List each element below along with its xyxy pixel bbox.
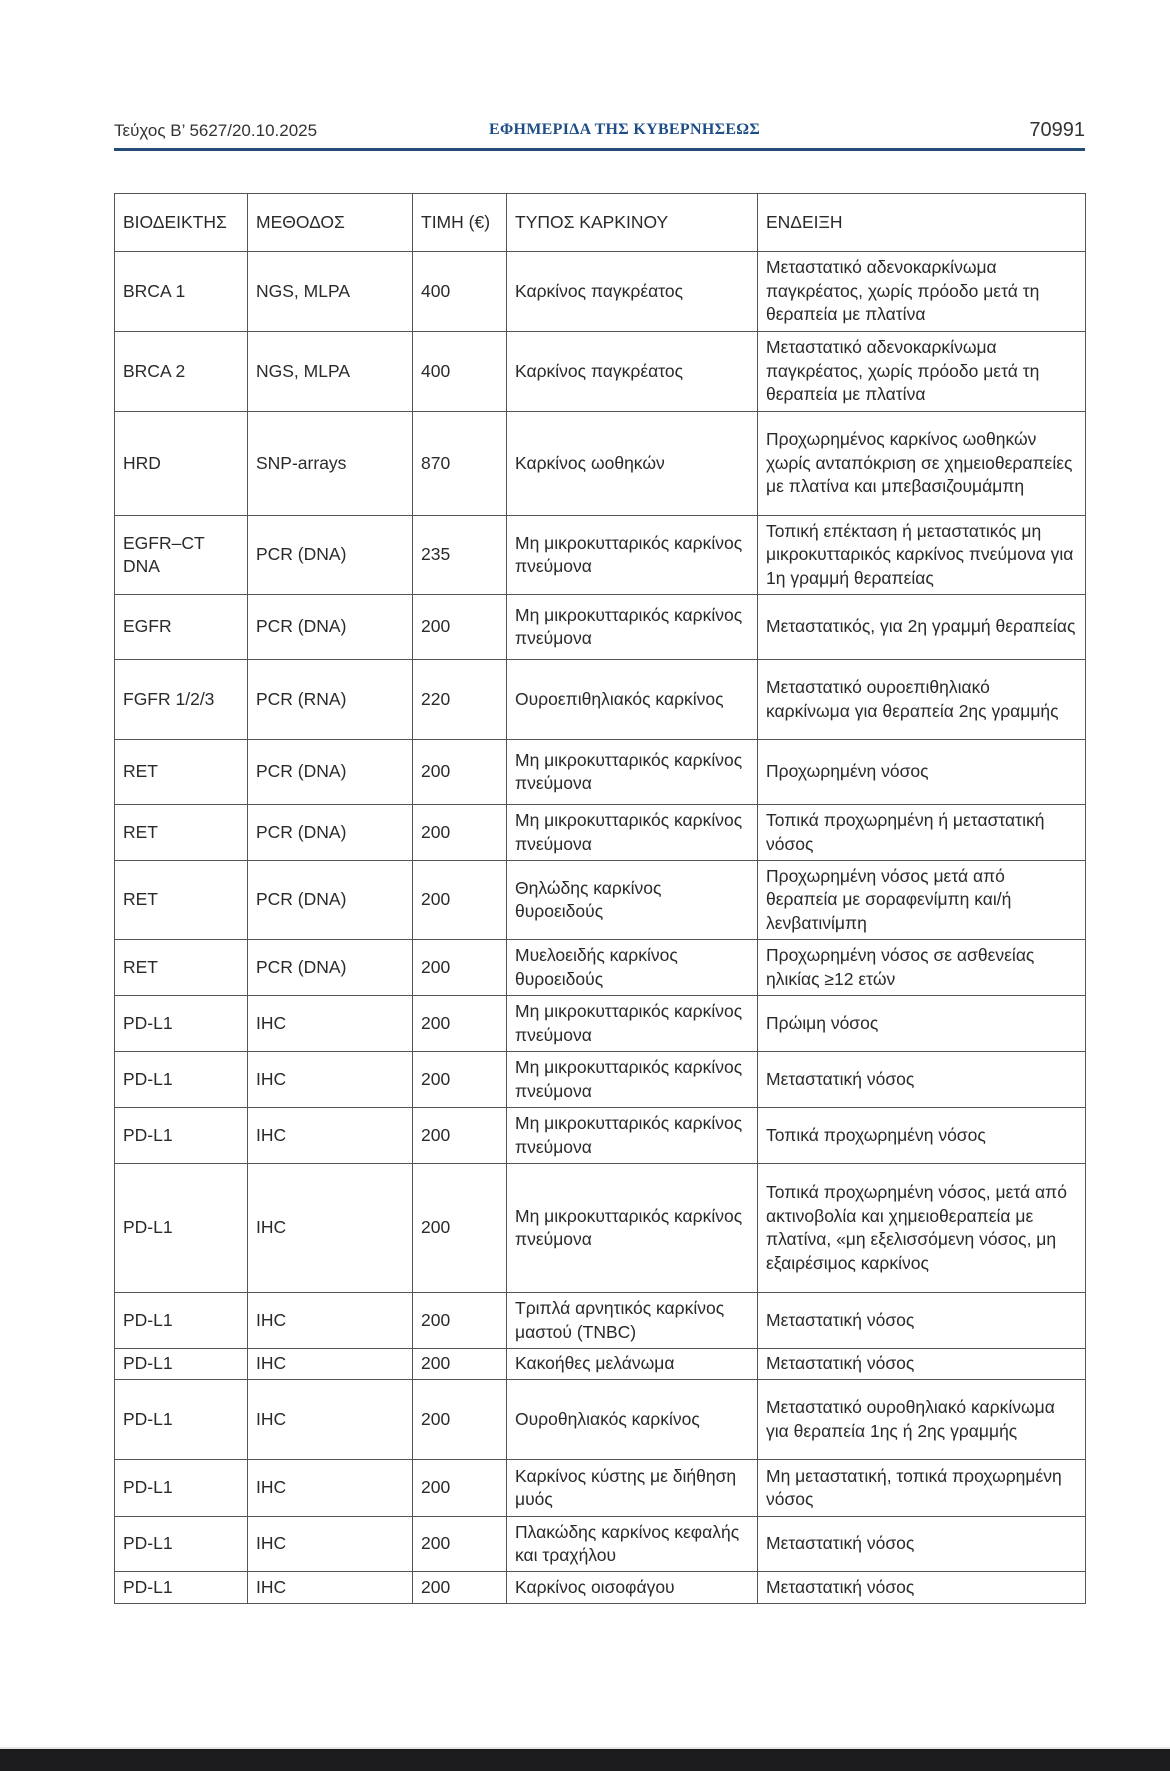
table-row bbox=[115, 516, 1086, 595]
cell-biomarker: PD-L1 bbox=[115, 1380, 248, 1460]
cell-indication: Προχωρημένη νόσος μετά από θεραπεία με σοραφενίμπη και/ή λενβατινίμπη bbox=[758, 861, 1086, 940]
cell-price: 200 bbox=[413, 861, 507, 940]
cell-price: 200 bbox=[413, 595, 507, 660]
cell-method: IHC bbox=[248, 996, 413, 1052]
column-header-indication: ΕΝΔΕΙΞΗ bbox=[758, 194, 1086, 252]
cell-biomarker: EGFR bbox=[115, 595, 248, 660]
cell-cancer-type: Καρκίνος οισοφάγου bbox=[507, 1572, 758, 1604]
column-header-biomarker: ΒΙΟΔΕΙΚΤΗΣ bbox=[115, 194, 248, 252]
cell-price: 200 bbox=[413, 1293, 507, 1349]
issue-label: Τεύχος Β’ 5627/20.10.2025 bbox=[114, 121, 318, 140]
page-header bbox=[114, 118, 1085, 146]
table-row bbox=[115, 1293, 1086, 1349]
cell-indication: Τοπική επέκταση ή μεταστατικός μη μικροκυτταρικός καρκίνος πνεύμονα για 1η γραμμή θεραπείας bbox=[758, 516, 1086, 595]
cell-cancer-type: Ουροθηλιακός καρκίνος bbox=[507, 1380, 758, 1460]
cell-indication: Μεταστατικό ουροεπιθηλιακό καρκίνωμα για θεραπεία 2ης γραμμής bbox=[758, 660, 1086, 740]
cell-cancer-type: Μη μικροκυτταρικός καρκίνος πνεύμονα bbox=[507, 1164, 758, 1293]
cell-biomarker: BRCA 1 bbox=[115, 252, 248, 332]
cell-price: 200 bbox=[413, 1164, 507, 1293]
cell-method: SNP-arrays bbox=[248, 412, 413, 516]
cell-price: 200 bbox=[413, 996, 507, 1052]
cell-method: PCR (DNA) bbox=[248, 940, 413, 996]
cell-indication: Τοπικά προχωρημένη νόσος bbox=[758, 1108, 1086, 1164]
cell-cancer-type: Θηλώδης καρκίνος θυροειδούς bbox=[507, 861, 758, 940]
cell-cancer-type: Μη μικροκυτταρικός καρκίνος πνεύμονα bbox=[507, 996, 758, 1052]
table-header-row bbox=[115, 194, 1086, 252]
biomarker-table bbox=[114, 193, 1086, 1604]
cell-price: 400 bbox=[413, 332, 507, 412]
cell-indication: Προχωρημένη νόσος σε ασθενείας ηλικίας ≥12 ετών bbox=[758, 940, 1086, 996]
cell-price: 200 bbox=[413, 1460, 507, 1517]
cell-biomarker: PD-L1 bbox=[115, 1349, 248, 1380]
bottom-bar bbox=[0, 1747, 1170, 1771]
cell-method: PCR (DNA) bbox=[248, 861, 413, 940]
cell-indication: Μεταστατική νόσος bbox=[758, 1349, 1086, 1380]
column-header-cancer-type: ΤΥΠΟΣ ΚΑΡΚΙΝΟΥ bbox=[507, 194, 758, 252]
column-header-price: ΤΙΜΗ (€) bbox=[413, 194, 507, 252]
cell-method: IHC bbox=[248, 1517, 413, 1572]
cell-method: PCR (RNA) bbox=[248, 660, 413, 740]
cell-indication: Μεταστατικό αδενοκαρκίνωμα παγκρέατος, χωρίς πρόοδο μετά τη θεραπεία με πλατίνα bbox=[758, 332, 1086, 412]
cell-cancer-type: Καρκίνος ωοθηκών bbox=[507, 412, 758, 516]
cell-price: 400 bbox=[413, 252, 507, 332]
table-row bbox=[115, 740, 1086, 805]
cell-price: 200 bbox=[413, 1052, 507, 1108]
cell-cancer-type: Μη μικροκυτταρικός καρκίνος πνεύμονα bbox=[507, 595, 758, 660]
cell-indication: Προχωρημένος καρκίνος ωοθηκών χωρίς ανταπόκριση σε χημειοθεραπείες με πλατίνα και μπεβασιζουμάμπη bbox=[758, 412, 1086, 516]
cell-method: IHC bbox=[248, 1052, 413, 1108]
cell-biomarker: PD-L1 bbox=[115, 1293, 248, 1349]
table-row bbox=[115, 332, 1086, 412]
cell-price: 200 bbox=[413, 740, 507, 805]
cell-price: 870 bbox=[413, 412, 507, 516]
cell-method: PCR (DNA) bbox=[248, 595, 413, 660]
cell-indication: Προχωρημένη νόσος bbox=[758, 740, 1086, 805]
cell-biomarker: RET bbox=[115, 740, 248, 805]
cell-method: PCR (DNA) bbox=[248, 805, 413, 861]
table-row bbox=[115, 1164, 1086, 1293]
cell-biomarker: PD-L1 bbox=[115, 1460, 248, 1517]
cell-indication: Μεταστατικό αδενοκαρκίνωμα παγκρέατος, χωρίς πρόοδο μετά τη θεραπεία με πλατίνα bbox=[758, 252, 1086, 332]
cell-cancer-type: Πλακώδης καρκίνος κεφαλής και τραχήλου bbox=[507, 1517, 758, 1572]
cell-method: IHC bbox=[248, 1572, 413, 1604]
table-row bbox=[115, 996, 1086, 1052]
cell-indication: Μεταστατικό ουροθηλιακό καρκίνωμα για θεραπεία 1ης ή 2ης γραμμής bbox=[758, 1380, 1086, 1460]
table-row bbox=[115, 252, 1086, 332]
cell-biomarker: PD-L1 bbox=[115, 1052, 248, 1108]
cell-method: IHC bbox=[248, 1293, 413, 1349]
cell-indication: Μεταστατική νόσος bbox=[758, 1052, 1086, 1108]
cell-method: IHC bbox=[248, 1164, 413, 1293]
cell-biomarker: RET bbox=[115, 805, 248, 861]
cell-cancer-type: Ουροεπιθηλιακός καρκίνος bbox=[507, 660, 758, 740]
cell-price: 220 bbox=[413, 660, 507, 740]
cell-price: 200 bbox=[413, 1517, 507, 1572]
cell-method: IHC bbox=[248, 1380, 413, 1460]
cell-price: 200 bbox=[413, 1108, 507, 1164]
cell-cancer-type: Καρκίνος κύστης με διήθηση μυός bbox=[507, 1460, 758, 1517]
table-row bbox=[115, 1572, 1086, 1604]
cell-cancer-type: Καρκίνος παγκρέατος bbox=[507, 332, 758, 412]
cell-method: PCR (DNA) bbox=[248, 740, 413, 805]
table-row bbox=[115, 1349, 1086, 1380]
table-row bbox=[115, 412, 1086, 516]
cell-indication: Μεταστατική νόσος bbox=[758, 1517, 1086, 1572]
cell-biomarker: PD-L1 bbox=[115, 996, 248, 1052]
cell-biomarker: HRD bbox=[115, 412, 248, 516]
cell-method: IHC bbox=[248, 1108, 413, 1164]
cell-biomarker: PD-L1 bbox=[115, 1108, 248, 1164]
page-number: 70991 bbox=[1029, 119, 1085, 141]
cell-biomarker: BRCA 2 bbox=[115, 332, 248, 412]
cell-method: NGS, MLPA bbox=[248, 252, 413, 332]
cell-indication: Πρώιμη νόσος bbox=[758, 996, 1086, 1052]
cell-biomarker: PD-L1 bbox=[115, 1517, 248, 1572]
gazette-title: ΕΦΗΜΕΡΙΔΑ ΤΗΣ ΚΥΒΕΡΝΗΣΕΩΣ bbox=[489, 121, 761, 138]
table-row bbox=[115, 1517, 1086, 1572]
cell-cancer-type: Τριπλά αρνητικός καρκίνος μαστού (TNBC) bbox=[507, 1293, 758, 1349]
table-row bbox=[115, 805, 1086, 861]
cell-price: 200 bbox=[413, 1349, 507, 1380]
cell-cancer-type: Μη μικροκυτταρικός καρκίνος πνεύμονα bbox=[507, 805, 758, 861]
cell-indication: Μεταστατική νόσος bbox=[758, 1572, 1086, 1604]
cell-cancer-type: Κακοήθες μελάνωμα bbox=[507, 1349, 758, 1380]
cell-indication: Μεταστατική νόσος bbox=[758, 1293, 1086, 1349]
cell-biomarker: RET bbox=[115, 861, 248, 940]
cell-cancer-type: Μη μικροκυτταρικός καρκίνος πνεύμονα bbox=[507, 1052, 758, 1108]
cell-method: PCR (DNA) bbox=[248, 516, 413, 595]
cell-cancer-type: Μυελοειδής καρκίνος θυροειδούς bbox=[507, 940, 758, 996]
cell-indication: Τοπικά προχωρημένη ή μεταστατική νόσος bbox=[758, 805, 1086, 861]
cell-method: IHC bbox=[248, 1460, 413, 1517]
table-row bbox=[115, 1108, 1086, 1164]
cell-method: NGS, MLPA bbox=[248, 332, 413, 412]
cell-price: 235 bbox=[413, 516, 507, 595]
cell-cancer-type: Μη μικροκυτταρικός καρκίνος πνεύμονα bbox=[507, 740, 758, 805]
cell-price: 200 bbox=[413, 805, 507, 861]
cell-cancer-type: Μη μικροκυτταρικός καρκίνος πνεύμονα bbox=[507, 516, 758, 595]
cell-biomarker: RET bbox=[115, 940, 248, 996]
table-row bbox=[115, 940, 1086, 996]
table-row bbox=[115, 861, 1086, 940]
cell-cancer-type: Μη μικροκυτταρικός καρκίνος πνεύμονα bbox=[507, 1108, 758, 1164]
cell-biomarker: PD-L1 bbox=[115, 1164, 248, 1293]
cell-indication: Τοπικά προχωρημένη νόσος, μετά από ακτινοβολία και χημειοθεραπεία με πλατίνα, «μη εξελισσόμενη νόσος, μη εξαιρέσιμος καρκίνος bbox=[758, 1164, 1086, 1293]
cell-indication: Μεταστατικός, για 2η γραμμή θεραπείας bbox=[758, 595, 1086, 660]
cell-indication: Μη μεταστατική, τοπικά προχωρημένη νόσος bbox=[758, 1460, 1086, 1517]
cell-biomarker: PD-L1 bbox=[115, 1572, 248, 1604]
table-row bbox=[115, 660, 1086, 740]
table-row bbox=[115, 595, 1086, 660]
cell-price: 200 bbox=[413, 1572, 507, 1604]
header-rule bbox=[114, 148, 1085, 151]
cell-price: 200 bbox=[413, 940, 507, 996]
cell-biomarker: FGFR 1/2/3 bbox=[115, 660, 248, 740]
cell-method: IHC bbox=[248, 1349, 413, 1380]
cell-price: 200 bbox=[413, 1380, 507, 1460]
table-row bbox=[115, 1460, 1086, 1517]
cell-cancer-type: Καρκίνος παγκρέατος bbox=[507, 252, 758, 332]
cell-biomarker: EGFR–CT DNA bbox=[115, 516, 248, 595]
table-row bbox=[115, 1380, 1086, 1460]
column-header-method: ΜΕΘΟΔΟΣ bbox=[248, 194, 413, 252]
table-row bbox=[115, 1052, 1086, 1108]
